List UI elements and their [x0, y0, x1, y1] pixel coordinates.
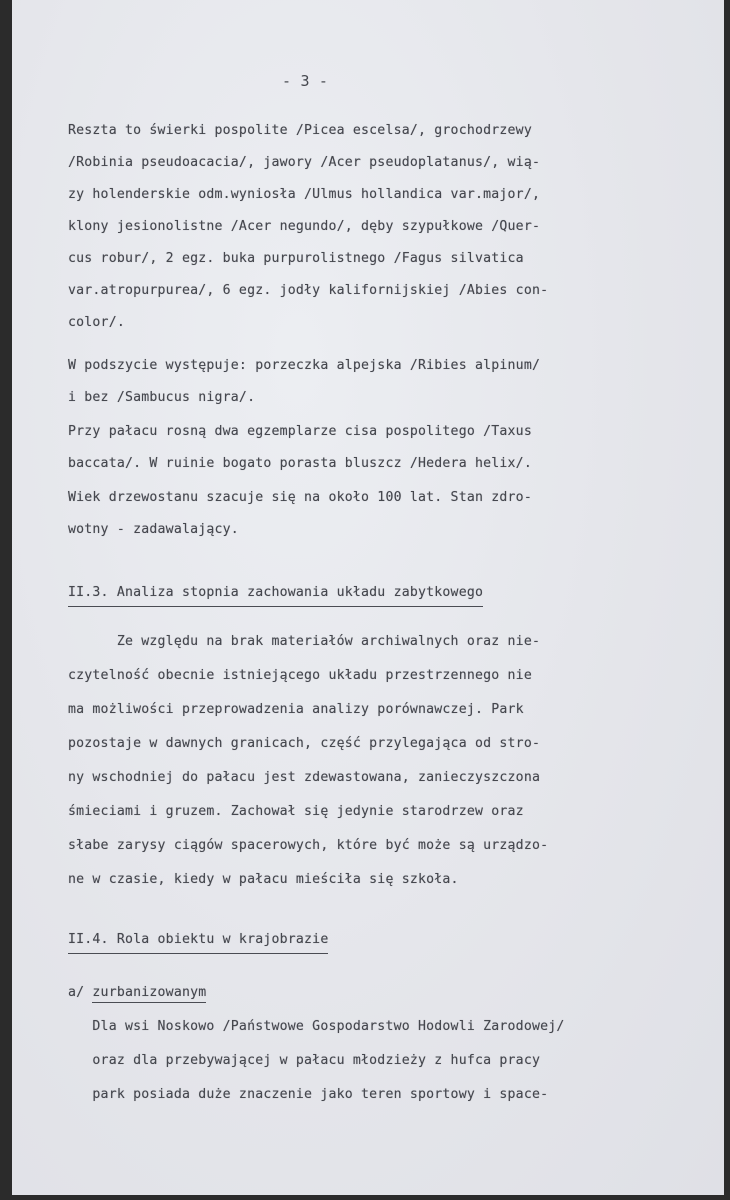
- text-line: W podszycie występuje: porzeczka alpejska /Ribies alpinum/: [68, 358, 541, 373]
- sub-heading-label: zurbanizowanym: [92, 985, 206, 1003]
- text-line: Reszta to świerki pospolite /Picea escelsa/, grochodrzewy: [68, 123, 532, 138]
- page-number: - 3 -: [282, 72, 329, 90]
- text-line: oraz dla przebywającej w pałacu młodzieży z hufca pracy: [68, 1053, 541, 1068]
- text-line: baccata/. W ruinie bogato porasta bluszcz /Hedera helix/.: [68, 456, 532, 471]
- scan-bottom-edge: [0, 1195, 730, 1200]
- section-heading-2-3: II.3. Analiza stopnia zachowania układu zabytkowego: [68, 585, 483, 607]
- text-line: var.atropurpurea/, 6 egz. jodły kalifornijskiej /Abies con-: [68, 283, 549, 298]
- text-line: słabe zarysy ciągów spacerowych, które być może są urządzo-: [68, 838, 549, 853]
- text-line: śmieciami i gruzem. Zachował się jedynie starodrzew oraz: [68, 804, 524, 819]
- text-line: Ze względu na brak materiałów archiwalnych oraz nie-: [68, 634, 541, 649]
- text-line: zy holenderskie odm.wyniosła /Ulmus hollandica var.major/,: [68, 187, 541, 202]
- text-line: i bez /Sambucus nigra/.: [68, 390, 256, 405]
- text-line: ne w czasie, kiedy w pałacu mieściła się szkoła.: [68, 872, 459, 887]
- text-line: Dla wsi Noskowo /Państwowe Gospodarstwo Hodowli Zarodowej/: [68, 1019, 565, 1034]
- document-page: [12, 0, 724, 1195]
- sub-heading-prefix: a/: [68, 985, 93, 1000]
- text-line: czytelność obecnie istniejącego układu przestrzennego nie: [68, 668, 532, 683]
- text-line: cus robur/, 2 egz. buka purpurolistnego /Fagus silvatica: [68, 251, 524, 266]
- text-line: park posiada duże znaczenie jako teren sportowy i space-: [68, 1087, 549, 1102]
- text-line: klony jesionolistne /Acer negundo/, dęby szypułkowe /Quer-: [68, 219, 541, 234]
- section-heading-2-4: II.4. Rola obiektu w krajobrazie: [68, 932, 328, 954]
- text-line: Przy pałacu rosną dwa egzemplarze cisa pospolitego /Taxus: [68, 424, 532, 439]
- text-line: /Robinia pseudoacacia/, jawory /Acer pseudoplatanus/, wią-: [68, 155, 541, 170]
- text-line: wotny - zadawalający.: [68, 522, 239, 537]
- sub-heading-urban: [68, 985, 206, 1000]
- text-line: ma możliwości przeprowadzenia analizy porównawczej. Park: [68, 702, 524, 717]
- text-line: pozostaje w dawnych granicach, część przylegająca od stro-: [68, 736, 541, 751]
- text-line: ny wschodniej do pałacu jest zdewastowana, zanieczyszczona: [68, 770, 541, 785]
- text-line: color/.: [68, 315, 125, 330]
- text-line: Wiek drzewostanu szacuje się na około 100 lat. Stan zdro-: [68, 490, 532, 505]
